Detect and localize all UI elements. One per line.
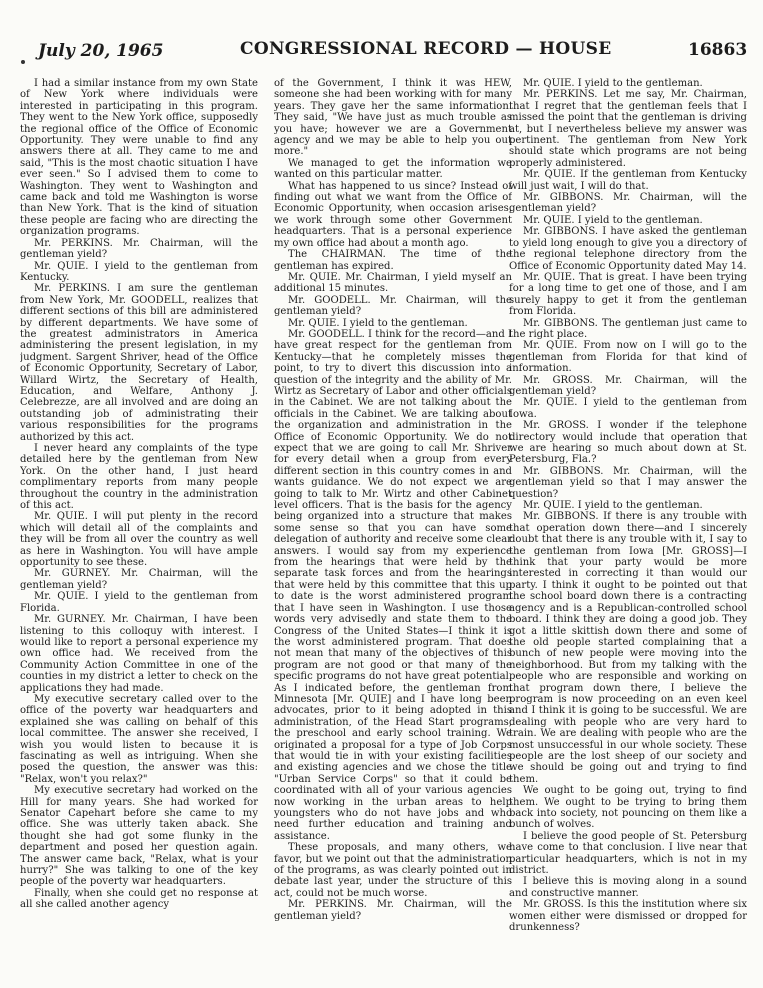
header-date: July 20, 1965	[38, 41, 164, 61]
text-column-2	[274, 78, 512, 978]
paragraph: Mr. QUIE. I yield to the gentleman from Kentucky.	[20, 260, 258, 283]
paragraph: I never heard any complaints of the type detailed here by the gentleman from New York. On the other hand, I just heard complimentary reports from many people throughout the country in the administration of this act.	[20, 443, 258, 512]
paragraph: Mr. QUIE. I yield to the gentleman from Iowa.	[509, 397, 747, 420]
paragraph: These proposals, and many others, we favor, but we point out that the administration of the programs, as was clearly pointed out in debate last year, under the structure of this act, could not be much worse.	[274, 842, 512, 899]
paragraph: Mr. GIBBONS. The gentleman just came to the right place.	[509, 317, 747, 340]
paragraph: My executive secretary called over to the office of the poverty war headquarters and explained she was calling on behalf of this local committee. The answer she received, I wish you would listen to because it is fascinating as well as intriguing. When she posed the question, the answer was this: "Relax, won't you relax?"	[20, 693, 258, 785]
paragraph: Mr. GIBBONS. Mr. Chairman, will the gentleman yield so that I may answer the question?	[509, 465, 747, 500]
paragraph: I believe this is moving along in a sound and constructive manner.	[509, 876, 747, 899]
page-header	[0, 0, 763, 70]
paragraph: Mr. GOODELL. Mr. Chairman, will the gentleman yield?	[274, 294, 512, 318]
text-column-3	[509, 78, 747, 978]
header-title: CONGRESSIONAL RECORD — HOUSE	[240, 39, 612, 59]
paragraph: My executive secretary had worked on the Hill for many years. She had worked for Senator Capehart before she came to my office. She was utterly taken aback. She thought she had got some flunky in the department and posed her question again. The answer came back, "Relax, what is your hurry?" She was talking to one of the key people of the poverty war headquarters.	[20, 785, 258, 888]
paragraph: Mr. QUIE. That is great. I have been trying for a long time to get one of those, and I am surely happy to get it from the gentleman from Florida.	[509, 271, 747, 318]
paragraph: Mr. GURNEY. Mr. Chairman, will the gentleman yield?	[20, 568, 258, 591]
margin-dot	[21, 60, 25, 64]
paragraph: The CHAIRMAN. The time of the gentleman has expired.	[274, 249, 512, 272]
paragraph: Mr. PERKINS. Mr. Chairman, will the gentleman yield?	[20, 237, 258, 261]
paragraph: Mr. GOODELL. I think for the record—and I have great respect for the gentleman from Kentucky—that he completely misses the point, to try to divert this discussion into a question of the integrity and the ability of Mr. Wirtz as Secretary of Labor and other officials in the Cabinet. We are not talking about the officials in the Cabinet. We are talking about the organization and administration in the Office of Economic Opportunity. We do not expect that we are going to call Mr. Shriver for every detail when a group from every different section in this country comes in and wants guidance. We do not expect we are going to talk to Mr. Wirtz and other Cabinet level officers. That is the basis for the agency being organized into a structure that makes some sense so that you can have some delegation of authority and receive some clear answers. I would say from my experience from the hearings that were held by the separate task forces and from the hearings that were held by this committee that this up to date is the worst administered program that I have seen in Washington. I use those words very advisedly and state them to the Congress of the United States—I think it is the worst administered program. That does not mean that many of the objectives of this program are not good or that many of the specific programs do not have great potential. As I indicated before, the gentleman from Minnesota [Mr. QUIE] and I have long been advocates, prior to it being adopted in this administration, of the Head Start programs, the preschool and early school training. We originated a proposal for a type of Job Corps that would tie in with your existing facilities and existing agencies and we chose the title "Urban Service Corps" so that it could be coordinated with all of your various agencies now working in the urban areas to help youngsters who do not have jobs and who need further education and training and assistance.	[274, 328, 512, 842]
paragraph: Mr. PERKINS. Let me say, Mr. Chairman, that I regret that the gentleman feels that I missed the point that the gentleman is driving at, but I nevertheless believe my answer was pertinent. The gentleman from New York should state which programs are not being properly administered.	[509, 89, 747, 169]
paragraph: Mr. QUIE. I yield to the gentleman from Florida.	[20, 591, 258, 614]
paragraph: We managed to get the information we wanted on this particular matter.	[274, 157, 512, 181]
text-column-1	[20, 78, 258, 978]
paragraph: Mr. GROSS. Mr. Chairman, will the gentleman yield?	[509, 374, 747, 397]
paragraph: Mr. GROSS. I wonder if the telephone directory would include that operation that we are hearing so much about down at St. Petersburg, Fla.?	[509, 420, 747, 466]
paragraph: Mr. PERKINS. Mr. Chairman, will the gentleman yield?	[274, 899, 512, 922]
paragraph: Mr. PERKINS. I am sure the gentleman from New York, Mr. GOODELL, realizes that different sections of this bill are administered by different departments. We have some of the greatest administrators in America administering the present legislation, in my judgment. Sargent Shriver, head of the Office of Economic Opportunity, Secretary of Labor, Willard Wirtz, the Secretary of Health, Education, and Welfare, Anthony J. Celebrezze, are all involved and are doing an outstanding job of administrating their various responsibilities for the programs authorized by this act.	[20, 283, 258, 443]
paragraph: Finally, when she could get no response at all she called another agency	[20, 887, 258, 911]
paragraph: Mr. QUIE. I yield to the gentleman.	[523, 214, 703, 226]
paragraph: Mr. QUIE. I yield to the gentleman.	[523, 500, 703, 512]
paragraph: Mr. GIBBONS. If there is any trouble with that operation down there—and I sincerely doubt that there is any trouble with it, I say to the gentleman from Iowa [Mr. GROSS]—I think that your party would be more interested in correcting it than would our party. I think it ought to be pointed out that the school board down there is a contracting agency and is a Republican-controlled school board. I think they are doing a good job. They got a little skittish down there and some of the old people started complaining that a bunch of new people were moving into the neighborhood. But from my talking with the people who are responsible and working on that program down there, I believe the program is now proceeding on an even keel and I think it is going to be successful. We are dealing with people who are very hard to train. We are dealing with people who are the most unsuccessful in our whole society. These people are the lost sheep of our society and we should be going out and trying to find them.	[509, 511, 747, 785]
paragraph: Mr. QUIE. I yield to the gentleman.	[523, 78, 703, 89]
paragraph: I believe the good people of St. Petersburg have come to that conclusion. I live near that particular headquarters, which is not in my district.	[509, 830, 747, 877]
paragraph: Mr. GROSS. Is this the institution where six women either were dismissed or dropped for drunkenness?	[509, 899, 747, 934]
header-page-number: 16863	[688, 40, 748, 60]
paragraph: I had a similar instance from my own State of New York where individuals were interested in participating in this program. They went to the New York office, supposedly the regional office of the Office of Economic Opportunity. They were unable to find any answers there at all. They came to me and said, "This is the most chaotic situation I have ever seen." So I advised them to come to Washington. They went to Washington and came back and told me Washington is worse than New York. That is the kind of situation these people are facing who are directing the organization programs.	[20, 78, 258, 238]
paragraph: Mr. QUIE. If the gentleman from Kentucky will just wait, I will do that.	[509, 169, 747, 192]
paragraph: Mr. QUIE. From now on I will go to the gentleman from Florida for that kind of information.	[509, 340, 747, 375]
paragraph: Mr. QUIE. Mr. Chairman, I yield myself an additional 15 minutes.	[274, 271, 512, 295]
paragraph: We ought to be going out, trying to find them. We ought to be trying to bring them back into society, not pouncing on them like a bunch of wolves.	[509, 785, 747, 831]
paragraph: of the Government, I think it was HEW, someone she had been working with for many years. They gave her the same information. They said, "We have just as much trouble as you have; however we are a Government agency and we may be able to help you out more."	[274, 78, 512, 158]
paragraph: Mr. GURNEY. Mr. Chairman, I have been listening to this colloquy with interest. I would like to report a personal experience my own office had. We received from the Community Action Committee in one of the counties in my district a letter to check on the applications they had made.	[20, 614, 258, 694]
paragraph: Mr. QUIE. I will put plenty in the record which will detail all of the complaints and they will be from all over the country as well as here in Washington. You will have ample opportunity to see these.	[20, 511, 258, 569]
paragraph: What has happened to us since? Instead of finding out what we want from the Office of Economic Opportunity, when occasion arises, we work through some other Government headquarters. That is a personal experience my own office had about a month ago.	[274, 180, 512, 249]
paragraph: Mr. GIBBONS. I have asked the gentleman to yield long enough to give you a directory of the regional telephone directory from the Office of Economic Opportunity dated May 14.	[509, 226, 747, 272]
paragraph: Mr. GIBBONS. Mr. Chairman, will the gentleman yield?	[509, 192, 747, 215]
paragraph: Mr. QUIE. I yield to the gentleman.	[288, 317, 468, 329]
